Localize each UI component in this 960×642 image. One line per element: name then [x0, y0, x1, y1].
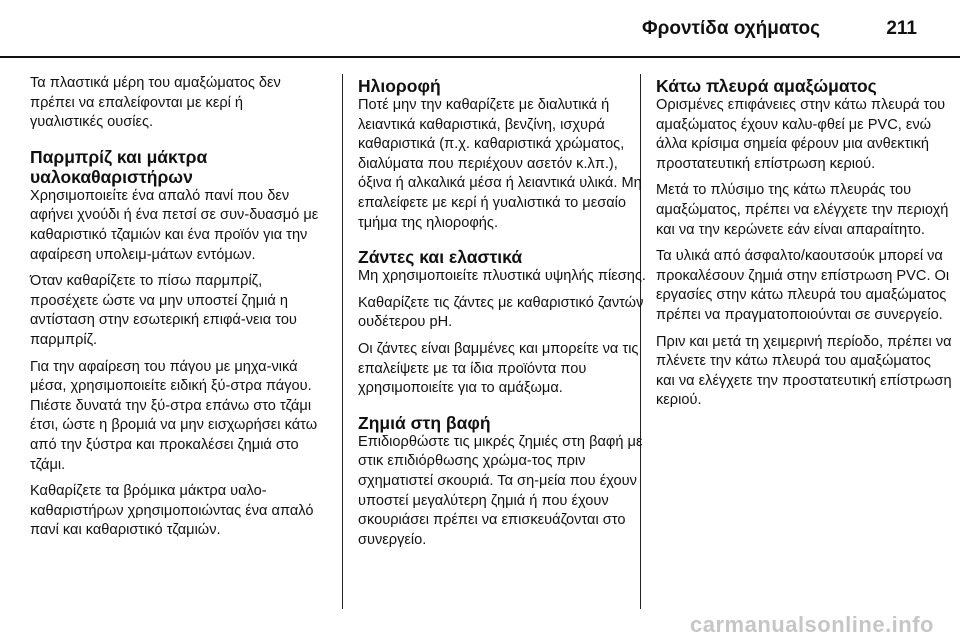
page-number: 211 [886, 18, 917, 39]
paragraph-paint-repair: Επιδιορθώστε τις μικρές ζημιές στη βαφή με στικ επιδιόρθωσης χρώμα-τος πριν σχηματιστεί σκουριά. Τα ση-μεία που έχουν υποστεί μεγαλύτερη ζημιά ή που έχουν σκουριάσει πρέπει να επισκευάζονται στο συνεργείο. [358, 433, 643, 548]
paragraph-winter: Πριν και μετά τη χειμερινή περίοδο, πρέπει να πλένετε την κάτω πλευρά του αμαξώματος και να ελέγχετε την προστατευτική επίστρωση κεριού. [656, 333, 952, 409]
heading-underbody: Κάτω πλευρά αμαξώματος [656, 76, 877, 96]
paragraph-cleaning-cloth: Χρησιμοποιείτε ένα απαλό πανί που δεν αφήνει χνούδι ή ένα πετσί σε συν-δυασμό με καθαριστικό τζαμιών και ένα προϊόν για την αφαίρεση υπολειμ-μάτων εντόμων. [30, 187, 319, 263]
text-column-3 [656, 76, 952, 418]
heading-wheels-tyres: Ζάντες και ελαστικά [358, 247, 523, 268]
paragraph-bitumen: Τα υλικά από άσφαλτο/καουτσούκ μπορεί να προκαλέσουν ζημιά στην επίστρωση PVC. Οι εργασίες στην κάτω πλευρά του αμαξώματος πρέπει να πραγματοποιούνται σε συνεργείο. [656, 248, 950, 323]
paragraph-high-pressure: Μη χρησιμοποιείτε πλυστικά υψηλής πίεσης. [358, 268, 646, 285]
paragraph-after-washing: Μετά το πλύσιμο της κάτω πλευράς του αμαξώματος, πρέπει να ελέγχετε την περιοχή και να την κερώνετε εάν είναι απαραίτητο. [656, 182, 949, 238]
heading-windshield-wipers: Παρμπρίζ και μάκτρα υαλοκαθαριστήρων [30, 146, 208, 187]
paragraph-sunroof: Ποτέ μην την καθαρίζετε με διαλυτικά ή λειαντικά καθαριστικά, βενζίνη, ισχυρά καθαριστικά (π.χ. καθαριστικά χρώματος, διαλύματα που περιέχουν ασετόν κ.λπ.), όξινα ή αλκαλικά μέσα ή λειαντικά υλικά. Μη επαλείφετε με κερί ή γυαλιστικά το μεσαίο τμήμα της ηλιοροφής. [358, 97, 642, 231]
heading-paint-damage: Ζημιά στη βαφή [358, 412, 491, 433]
paragraph-rear-window: Όταν καθαρίζετε το πίσω παρμπρίζ, προσέχετε ώστε να μην υποστεί ζημιά η αντίσταση στην εσωτερική επιφά-νεια του παρμπρίζ. [30, 273, 297, 348]
watermark: carmanualsonline.info [690, 612, 934, 637]
text-column-1 [30, 74, 320, 548]
column-divider-1 [342, 74, 343, 609]
page-title: Φροντίδα οχήματος [642, 18, 820, 39]
heading-sunroof: Ηλιοροφή [358, 76, 441, 96]
header-divider [0, 56, 960, 58]
paragraph-plastic-parts: Τα πλαστικά μέρη του αμαξώματος δεν πρέπει να επαλείφονται με κερί ή γυαλιστικές ουσίες. [30, 75, 281, 131]
paragraph-ice-scraper: Για την αφαίρεση του πάγου με μηχα-νικά μέσα, χρησιμοποιείτε ειδική ξύ-στρα πάγου. Πιέστε δυνατά την ξύ-στρα επάνω στο τζάμι έτσι, ώστε η βρομιά να μην εισχωρήσει κάτω από την ξύστρα και προκαλέσει ζημιά στο τζάμι. [30, 358, 318, 473]
text-column-2 [358, 76, 648, 557]
paragraph-wiper-blades: Καθαρίζετε τα βρόμικα μάκτρα υαλο-καθαριστήρων χρησιμοποιώντας ένα απαλό πανί και καθαριστικό τζαμιών. [30, 483, 314, 539]
paragraph-wheel-cleaner: Καθαρίζετε τις ζάντες με καθαριστικό ζαντών ουδέτερου pH. [358, 294, 644, 331]
paragraph-painted-wheels: Οι ζάντες είναι βαμμένες και μπορείτε να τις επαλείψετε με τα ίδια προϊόντα που χρησιμοποιείτε για το αμάξωμα. [358, 340, 639, 397]
paragraph-pvc-coating: Ορισμένες επιφάνειες στην κάτω πλευρά του αμαξώματος έχουν καλυ-φθεί με PVC, ενώ άλλα κρίσιμα σημεία φέρουν μια ανθεκτική προστατευτική επίστρωση κεριού. [656, 97, 946, 172]
